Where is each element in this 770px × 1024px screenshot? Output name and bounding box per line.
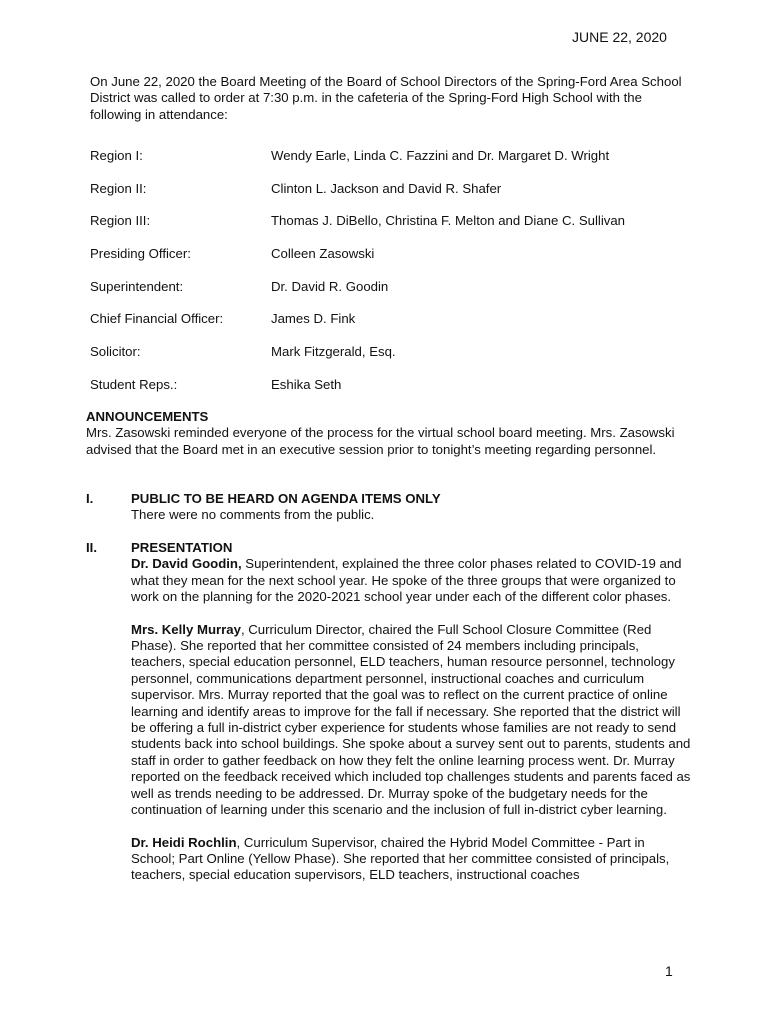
- presentation-paragraph: [131, 556, 691, 605]
- speaker-name: Dr. David Goodin,: [131, 556, 242, 572]
- attendance-label: Chief Financial Officer:: [90, 311, 224, 326]
- section-presentation: [131, 540, 691, 884]
- section-heading: PRESENTATION: [131, 540, 233, 555]
- attendance-value: Thomas J. DiBello, Christina F. Melton and Diane C. Sullivan: [271, 213, 626, 228]
- paragraph-text: , Curriculum Supervisor, chaired the Hybrid Model Committee - Part in School; Part Online (Yellow Phase). She reported that her committee consisted of principals, teachers, special education supervisors, ELD teachers, instructional coaches: [131, 834, 670, 883]
- attendance-value: Mark Fitzgerald, Esq.: [271, 344, 396, 359]
- presentation-paragraph: [131, 622, 691, 819]
- announcements-heading: ANNOUNCEMENTS: [86, 409, 209, 424]
- paragraph-text: Superintendent, explained the three color phases related to COVID-19 and what they mean for the next school year. He spoke of the three groups that were organized to work on the planning for the 2020-2021 school year under each of the different color phases.: [131, 556, 682, 605]
- attendance-value: Colleen Zasowski: [271, 246, 375, 261]
- attendance-label: Solicitor:: [90, 344, 141, 359]
- announcements-section: [86, 409, 696, 458]
- section-number: I.: [86, 491, 94, 506]
- speaker-name: Dr. Heidi Rochlin: [131, 834, 237, 850]
- presentation-paragraph: [131, 835, 691, 884]
- attendance-label: Region I:: [90, 148, 143, 163]
- attendance-label: Region II:: [90, 181, 147, 196]
- announcements-text: Mrs. Zasowski reminded everyone of the process for the virtual school board meeting. Mrs. Zasowski advised that the Board met in an executive session prior to tonight’s meeting regarding personnel.: [86, 425, 675, 457]
- section-heading: PUBLIC TO BE HEARD ON AGENDA ITEMS ONLY: [131, 491, 441, 506]
- paragraph-text: , Curriculum Director, chaired the Full School Closure Committee (Red Phase). She reported that her committee consisted of 24 members including principals, teachers, special education personnel, ELD teachers, human resource personnel, technology personnel, communications department personnel, instructional coaches and curriculum supervisor. Mrs. Murray reported that the goal was to reflect on the current practice of online learning and identify areas to improve for the fall if necessary. She reported that the district will be offering a full in-district cyber experience for students whose families are not ready to send students back into school buildings. She spoke about a survey sent out to parents, students and staff in order to gather feedback on how they felt the online learning process went. Dr. Murray reported on the feedback received which included top challenges students and parents faced as well as trends needing to be addressed. Dr. Murray spoke of the budgetary needs for the continuation of learning under this scenario and the inclusion of full in-district cyber learning.: [131, 621, 691, 818]
- attendance-value: Wendy Earle, Linda C. Fazzini and Dr. Margaret D. Wright: [271, 148, 610, 163]
- attendance-value: James D. Fink: [271, 311, 356, 326]
- attendance-label: Student Reps.:: [90, 377, 178, 392]
- page-number: 1: [665, 963, 673, 979]
- attendance-value: Eshika Seth: [271, 377, 342, 392]
- attendance-label: Presiding Officer:: [90, 246, 191, 261]
- intro-paragraph: On June 22, 2020 the Board Meeting of the Board of School Directors of the Spring-Ford Area School District was called to order at 7:30 p.m. in the cafeteria of the Spring-Ford High School with the following in attendance:: [90, 74, 682, 122]
- attendance-value: Dr. David R. Goodin: [271, 279, 389, 294]
- attendance-label: Region III:: [90, 213, 151, 228]
- section-text: There were no comments from the public.: [131, 507, 375, 523]
- attendance-value: Clinton L. Jackson and David R. Shafer: [271, 181, 502, 196]
- attendance-label: Superintendent:: [90, 279, 184, 294]
- document-date: JUNE 22, 2020: [572, 29, 667, 45]
- speaker-name: Mrs. Kelly Murray: [131, 621, 241, 637]
- section-number: II.: [86, 540, 97, 555]
- section-public-comment: [131, 491, 691, 524]
